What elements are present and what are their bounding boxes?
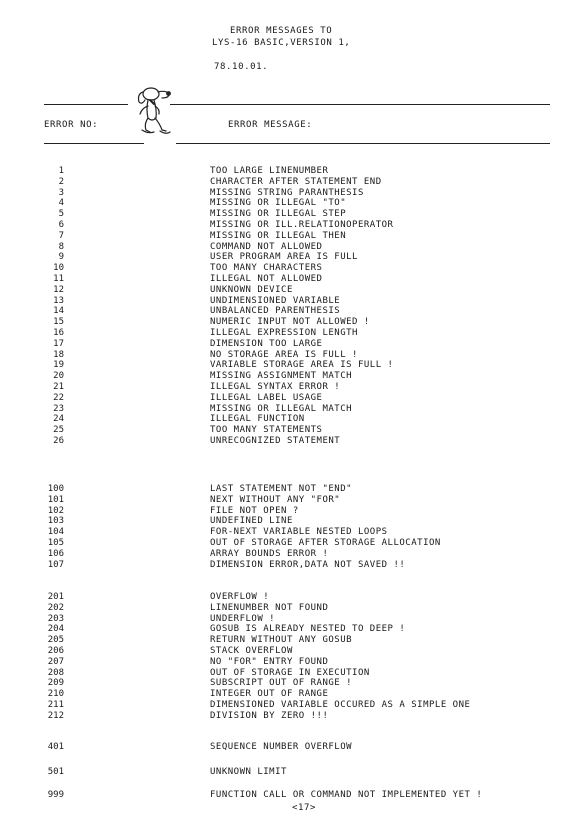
error-code: 13 xyxy=(53,295,64,306)
error-message: LINENUMBER NOT FOUND xyxy=(210,602,329,613)
error-message: MISSING ASSIGNMENT MATCH xyxy=(210,371,353,382)
error-code: 19 xyxy=(53,360,64,371)
error-message: MISSING OR ILLEGAL "TO" xyxy=(210,198,347,209)
error-message: UNDERFLOW ! xyxy=(210,613,276,624)
error-code: 210 xyxy=(47,689,64,700)
error-code: 104 xyxy=(47,527,64,538)
error-message: FILE NOT OPEN ? xyxy=(210,505,299,516)
error-message: SUBSCRIPT OUT OF RANGE ! xyxy=(210,678,353,689)
error-code: 206 xyxy=(47,646,64,656)
error-message: RETURN WITHOUT ANY GOSUB xyxy=(210,635,353,646)
error-code: 10 xyxy=(53,263,64,274)
error-code: 100 xyxy=(47,484,64,494)
error-message: MISSING OR ILLEGAL THEN xyxy=(210,230,347,241)
error-code: 1 xyxy=(58,166,64,176)
header-rule-right xyxy=(176,143,550,144)
error-code: 3 xyxy=(58,187,64,198)
document-date: 78.10.01. xyxy=(214,62,269,72)
error-code: 21 xyxy=(53,382,64,392)
error-message: MISSING OR ILLEGAL STEP xyxy=(210,209,347,220)
error-code: 205 xyxy=(47,635,64,646)
error-message: COMMAND NOT ALLOWED xyxy=(210,241,323,252)
error-message: TOO MANY CHARACTERS xyxy=(210,263,323,274)
error-message: GOSUB IS ALREADY NESTED TO DEEP ! xyxy=(210,624,406,635)
error-code: 102 xyxy=(47,505,64,516)
error-message: ARRAY BOUNDS ERROR ! xyxy=(210,548,329,559)
error-message: TOO MANY STATEMENTS xyxy=(210,425,323,436)
error-message: CHARACTER AFTER STATEMENT END xyxy=(210,176,382,187)
error-code: 202 xyxy=(47,602,64,613)
error-code: 4 xyxy=(58,198,64,209)
top-rule-right xyxy=(170,104,550,105)
error-message: STACK OVERFLOW xyxy=(210,646,293,656)
error-code: 401 xyxy=(47,742,64,752)
error-message: NO "FOR" ENTRY FOUND xyxy=(210,656,329,667)
error-code: 208 xyxy=(47,667,64,678)
error-message: DIMENSION ERROR,DATA NOT SAVED !! xyxy=(210,559,406,570)
error-message: UNRECOGNIZED STATEMENT xyxy=(210,436,341,446)
error-message: FUNCTION CALL OR COMMAND NOT IMPLEMENTED YET ! xyxy=(210,790,483,800)
error-code: 22 xyxy=(53,392,64,403)
error-message: DIMENSIONED VARIABLE OCCURED AS A SIMPLE ONE xyxy=(210,700,471,710)
error-message: ILLEGAL LABEL USAGE xyxy=(210,392,323,403)
error-message: TOO LARGE LINENUMBER xyxy=(210,166,329,176)
error-code: 12 xyxy=(53,284,64,295)
error-message: NUMERIC INPUT NOT ALLOWED ! xyxy=(210,317,370,328)
error-code: 6 xyxy=(58,220,64,230)
error-code: 211 xyxy=(47,700,64,710)
error-code: 103 xyxy=(47,516,64,527)
error-code: 209 xyxy=(47,678,64,689)
error-code: 203 xyxy=(47,613,64,624)
error-code: 2 xyxy=(58,176,64,187)
column-header-error-message: ERROR MESSAGE: xyxy=(228,120,313,130)
snoopy-mascot-drawing xyxy=(124,80,184,140)
error-message: MISSING STRING PARANTHESIS xyxy=(210,187,364,198)
top-rule-left xyxy=(44,104,128,105)
title-line-2: LYS-16 BASIC,VERSION 1, xyxy=(212,38,351,48)
error-code: 999 xyxy=(47,790,64,800)
error-code: 8 xyxy=(58,241,64,252)
error-code: 101 xyxy=(47,494,64,505)
error-message: INTEGER OUT OF RANGE xyxy=(210,689,329,700)
error-message: OUT OF STORAGE AFTER STORAGE ALLOCATION xyxy=(210,538,441,548)
error-message: SEQUENCE NUMBER OVERFLOW xyxy=(210,742,353,752)
title-line-1: ERROR MESSAGES TO xyxy=(230,26,333,36)
error-code: 11 xyxy=(53,274,64,284)
error-code: 106 xyxy=(47,548,64,559)
error-code: 14 xyxy=(53,306,64,317)
error-code: 20 xyxy=(53,371,64,382)
column-header-error-number: ERROR NO: xyxy=(44,120,99,130)
error-code: 204 xyxy=(47,624,64,635)
error-message: OVERFLOW ! xyxy=(210,592,270,602)
error-code: 26 xyxy=(53,436,64,446)
error-code: 5 xyxy=(58,209,64,220)
error-message: DIVISION BY ZERO !!! xyxy=(210,710,329,721)
error-message: VARIABLE STORAGE AREA IS FULL ! xyxy=(210,360,394,371)
error-message: MISSING OR ILLEGAL MATCH xyxy=(210,403,353,414)
error-message: UNKNOWN DEVICE xyxy=(210,284,293,295)
error-code: 207 xyxy=(47,656,64,667)
error-message: NEXT WITHOUT ANY "FOR" xyxy=(210,494,341,505)
error-code: 23 xyxy=(53,403,64,414)
error-message: OUT OF STORAGE IN EXECUTION xyxy=(210,667,370,678)
error-code: 7 xyxy=(58,230,64,241)
error-code: 15 xyxy=(53,317,64,328)
error-code: 18 xyxy=(53,349,64,360)
error-message: ILLEGAL FUNCTION xyxy=(210,414,305,425)
error-message: UNBALANCED PARENTHESIS xyxy=(210,306,341,317)
error-code: 17 xyxy=(53,338,64,349)
error-message: UNDEFINED LINE xyxy=(210,516,293,527)
page-number: <17> xyxy=(292,803,317,813)
error-code: 25 xyxy=(53,425,64,436)
error-message: ILLEGAL EXPRESSION LENGTH xyxy=(210,328,358,338)
error-code: 201 xyxy=(47,592,64,602)
error-code: 24 xyxy=(53,414,64,425)
error-message: FOR-NEXT VARIABLE NESTED LOOPS xyxy=(210,527,388,538)
error-code: 501 xyxy=(47,767,64,777)
error-code: 9 xyxy=(58,252,64,263)
error-message: UNDIMENSIONED VARIABLE xyxy=(210,295,341,306)
error-code: 16 xyxy=(53,328,64,338)
error-message: DIMENSION TOO LARGE xyxy=(210,338,323,349)
error-message: USER PROGRAM AREA IS FULL xyxy=(210,252,358,263)
header-rule-left xyxy=(44,143,144,144)
error-message: ILLEGAL SYNTAX ERROR ! xyxy=(210,382,341,392)
error-code: 105 xyxy=(47,538,64,548)
error-code: 212 xyxy=(47,710,64,721)
error-code: 107 xyxy=(47,559,64,570)
error-message: LAST STATEMENT NOT "END" xyxy=(210,484,353,494)
error-message: ILLEGAL NOT ALLOWED xyxy=(210,274,323,284)
error-message: NO STORAGE AREA IS FULL ! xyxy=(210,349,358,360)
error-message: MISSING OR ILL.RELATIONOPERATOR xyxy=(210,220,394,230)
error-message: UNKNOWN LIMIT xyxy=(210,767,287,777)
